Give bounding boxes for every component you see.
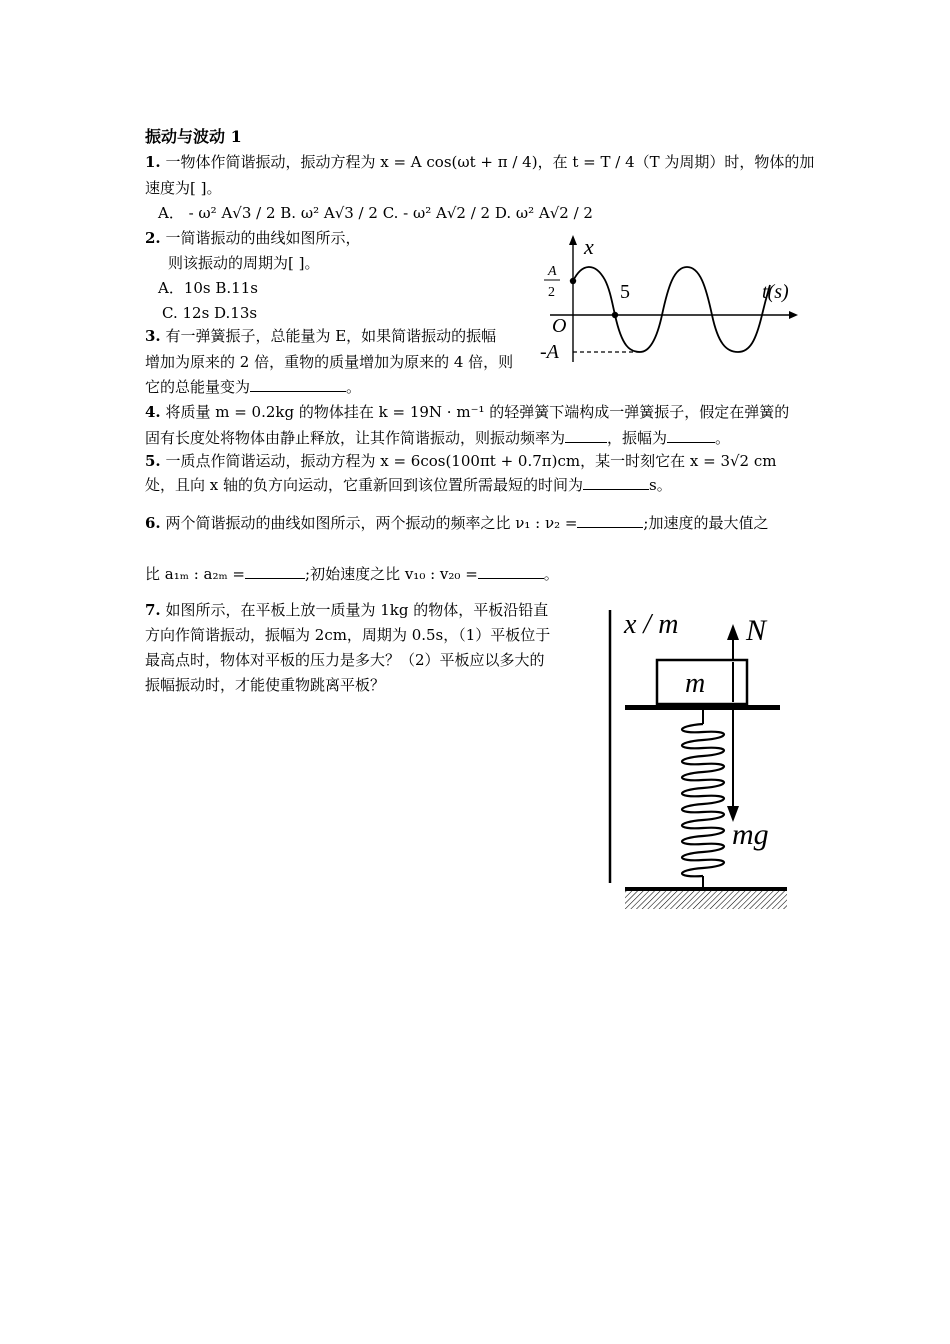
q6-frequency-ratio-blank[interactable]	[577, 513, 643, 528]
q2-options-1: A．10s B.11s	[158, 279, 258, 297]
q5-text: 一质点作简谐运动，振动方程为 x = 6cos(100πt + 0.7π)cm，某一时刻它在 x = 3√2 cm	[165, 452, 777, 470]
q4-number: 4.	[145, 403, 161, 421]
q4-text: 将质量 m = 0.2kg 的物体挂在 k = 19N · m⁻¹ 的轻弹簧下端构成一弹簧振子，假定在弹簧的	[165, 403, 790, 421]
half-amp-numerator: A	[548, 264, 557, 279]
half-amp-denominator: 2	[548, 285, 555, 300]
q2-text: 一简谐振动的曲线如图所示，	[165, 229, 361, 247]
tick-label-5: 5	[620, 281, 630, 303]
oscillation-curve	[573, 267, 770, 352]
q7-spring-figure	[600, 600, 800, 915]
q7-line2: 方向作简谐振动，振幅为 2cm，周期为 0.5s，（1）平板位于	[145, 626, 551, 644]
q4-line2	[145, 428, 730, 448]
q3-line3	[145, 377, 361, 397]
q4-amplitude-blank[interactable]	[667, 428, 715, 443]
q7-line4: 振幅振动时，才能使重物跳离平板？	[145, 676, 386, 694]
q7-number: 7.	[145, 601, 161, 619]
q6-line1	[145, 513, 768, 533]
weight-label: mg	[732, 818, 769, 851]
q6-text-1b: ;加速度的最大值之	[643, 514, 769, 532]
q3-line1	[145, 326, 496, 346]
q1-options: A． - ω² A√3 / 2 B. ω² A√3 / 2 C. - ω² A√2 / 2 D. ω² A√2 / 2	[158, 204, 593, 222]
q5-text-2b: s。	[649, 476, 672, 494]
q5-time-blank[interactable]	[583, 475, 649, 490]
initial-point	[570, 278, 576, 284]
q6-text-1a: 两个简谐振动的曲线如图所示，两个振动的频率之比 ν₁ : ν₂ =	[165, 514, 578, 532]
t-axis-arrow	[789, 311, 798, 319]
q1-line1	[145, 152, 814, 172]
zero-crossing-point	[612, 312, 618, 318]
q2-number: 2.	[145, 229, 161, 247]
q4-text-2c: 。	[715, 429, 731, 447]
q2-line1	[145, 228, 360, 248]
x-axis-label: x / m	[624, 609, 679, 640]
q4-text-2b: ，振幅为	[607, 429, 668, 447]
q6-text-2b: ;初始速度之比 v₁₀ : v₂₀ =	[305, 565, 478, 583]
q6-acceleration-ratio-blank[interactable]	[245, 564, 305, 579]
q2-line2: 则该振动的周期为[ ]。	[168, 254, 320, 272]
q4-frequency-blank[interactable]	[565, 428, 607, 443]
page-title: 振动与波动 1	[145, 127, 242, 146]
q2-oscillation-graph	[540, 230, 810, 365]
q3-text-3b: 。	[346, 378, 362, 396]
origin-label: O	[552, 315, 567, 337]
normal-force-arrowhead	[727, 624, 739, 640]
normal-force-label: N	[746, 614, 767, 647]
t-axis-label: t(s)	[762, 281, 789, 303]
q5-line1	[145, 451, 777, 471]
q3-answer-blank[interactable]	[250, 377, 346, 392]
spring-coil	[682, 724, 724, 876]
q2-options-2: C. 12s D.13s	[162, 304, 258, 322]
q6-velocity-ratio-blank[interactable]	[478, 564, 544, 579]
q3-text: 有一弹簧振子，总能量为 E，如果简谐振动的振幅	[165, 327, 497, 345]
q6-text-2a: 比 a₁ₘ : a₂ₘ =	[145, 565, 246, 583]
q5-number: 5.	[145, 452, 161, 470]
q3-number: 3.	[145, 327, 161, 345]
plate	[625, 705, 780, 710]
ground	[625, 887, 787, 891]
mass-label: m	[685, 668, 706, 699]
ground-hatching	[625, 891, 787, 909]
q1-number: 1.	[145, 153, 161, 171]
neg-amplitude-label: -A	[540, 341, 559, 363]
q4-text-2a: 固有长度处将物体由静止释放，让其作简谐振动，则振动频率为	[145, 429, 566, 447]
q1-line2: 速度为[ ]。	[145, 179, 222, 197]
q3-text-3a: 它的总能量变为	[145, 378, 251, 396]
q6-text-2c: 。	[543, 565, 559, 583]
q5-text-2a: 处，且向 x 轴的负方向运动，它重新回到该位置所需最短的时间为	[145, 476, 583, 494]
q6-number: 6.	[145, 514, 161, 532]
q6-line2	[145, 564, 559, 584]
q5-line2	[145, 475, 672, 495]
q3-line2: 增加为原来的 2 倍，重物的质量增加为原来的 4 倍，则	[145, 353, 514, 371]
x-axis-label: x	[584, 234, 594, 259]
q7-line1	[145, 600, 548, 620]
x-axis-arrow	[569, 235, 577, 245]
q4-line1	[145, 402, 789, 422]
q7-line3: 最高点时，物体对平板的压力是多大？（2）平板应以多大的	[145, 651, 545, 669]
q1-text: 一物体作简谐振动，振动方程为 x = A cos(ωt + π / 4)，在 t = T / 4（T 为周期）时，物体的加	[165, 153, 815, 171]
q7-text: 如图所示，在平板上放一质量为 1kg 的物体，平板沿铅直	[165, 601, 549, 619]
